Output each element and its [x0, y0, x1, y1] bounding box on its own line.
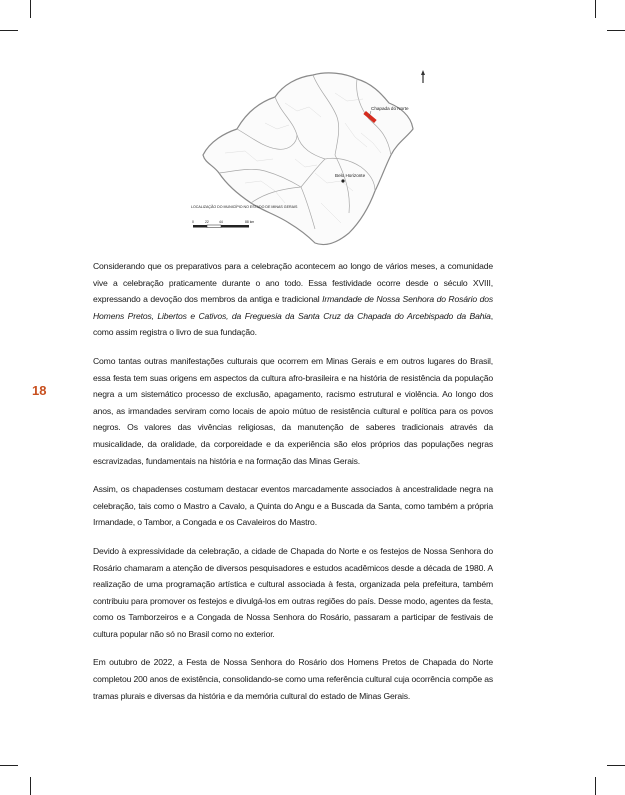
bh-marker — [341, 179, 344, 182]
legend-title: LOCALIZAÇÃO DO MUNICÍPIO NO ESTADO DE MINAS GERAIS — [191, 205, 298, 209]
paragraph-2: Como tantas outras manifestações culturais que ocorrem em Minas Gerais e em outros lugares do Brasil, essa festa tem suas origens em aspectos da cultura afro-brasileira e na história de resistência da população negra a um sistemático processo de exclusão, apagamento, racismo estrutural e violência. Ao longo dos anos, as irmandades serviram como locais de apoio mútuo de resistência cultural e política para os povos negros. Os valores das vivências religiosas, da manutenção de saberes tradicionais através da musicalidade, da oralidade, da corporeidade e da experiência são elos próprios das populações negras escravizadas, fundamentais na história e na formação das Minas Gerais. — [93, 355, 493, 466]
paragraph-3: Assim, os chapadenses costumam destacar eventos marcadamente associados à ancestralidade negra na celebração, tais como o Mastro a Cavalo, a Quinta do Angu e a Buscada da Santa, como também a própria Irmandade, o Tambor, a Congada e os Cavaleiros do Mastro. — [93, 484, 493, 528]
svg-text:0: 0 — [192, 220, 194, 224]
bh-label: Belo Horizonte — [335, 173, 366, 178]
svg-text:88 km: 88 km — [245, 220, 255, 224]
crop-mark — [595, 0, 596, 18]
paragraph-1: Considerando que os preparativos para a celebração acontecem ao longo de vários meses, a comunidade vive a celebração praticamente durante o ano todo. Essa festividade ocorre desde o século XVIII, expressando a devoção dos membros da antiga e tradicional Irmandade de Nossa Senhora do Rosário dos Homens Pretos, Libertos e Cativos, da Freguesia da Santa Cruz da Chapada do Arcebispado da Bahia, como assim registra o livro de sua fundação. — [93, 261, 493, 338]
crop-mark — [0, 30, 18, 31]
scale-bar — [192, 220, 254, 228]
crop-mark — [30, 777, 31, 795]
paragraph-4: Devido à expressividade da celebração, a cidade de Chapada do Norte e os festejos de Nossa Senhora do Rosário chamaram a atenção de diversos pesquisadores e estudos acadêmicos desde a década de 1980. A realização de uma programação artística e cultural associada à festa, organizada pela prefeitura, também contribuiu para promover os festejos e divulgá-los em outras regiões do país. Desse modo, agentes da festa, como os Tamborzeiros e a Congada de Nossa Senhora do Rosário, passaram a participar de festivais de cultura popular não só no Brasil como no exterior. — [93, 545, 493, 639]
paragraph-5: Em outubro de 2022, a Festa de Nossa Senhora do Rosário dos Homens Pretos de Chapada do Norte completou 200 anos de existência, consolidando-se como uma referência cultural cuja ocorrência compõe as tramas plurais e diversas da história e da memória cultural do estado de Minas Gerais. — [93, 657, 493, 701]
crop-mark — [607, 765, 625, 766]
crop-mark — [607, 30, 625, 31]
chapada-label: Chapada do Norte — [371, 106, 409, 111]
body-text — [93, 258, 493, 716]
svg-text:44: 44 — [219, 220, 223, 224]
svg-text:22: 22 — [205, 220, 209, 224]
state-outline — [203, 73, 413, 245]
north-arrow-icon — [421, 70, 425, 83]
crop-mark — [30, 0, 31, 18]
crop-mark — [0, 765, 18, 766]
map-svg — [185, 63, 437, 248]
page-number: 18 — [32, 383, 47, 398]
crop-mark — [595, 777, 596, 795]
location-map — [185, 63, 437, 248]
